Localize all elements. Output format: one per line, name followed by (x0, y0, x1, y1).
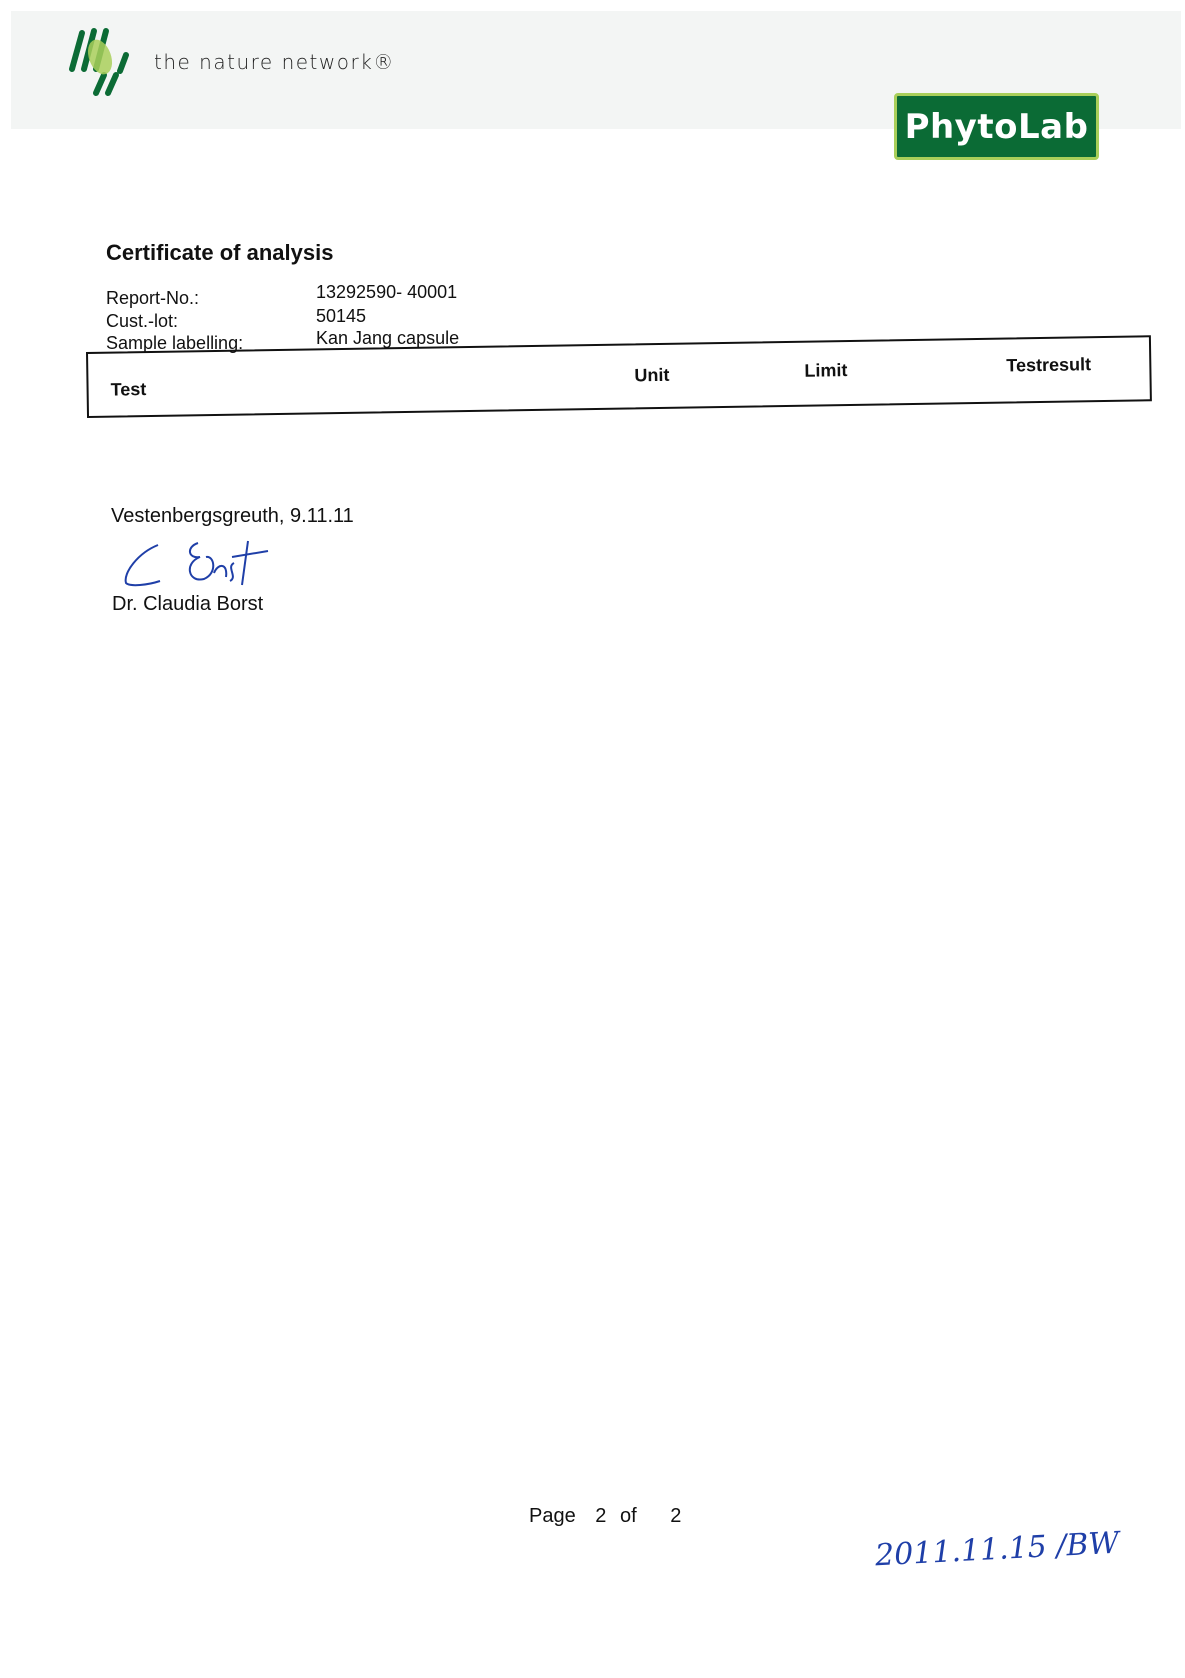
page-number (529, 1505, 681, 1528)
phytolab-logo: PhytoLab (894, 93, 1099, 160)
page-label: Page (529, 1505, 576, 1527)
header-test: Test (110, 379, 147, 400)
report-no-value: 13292590- 40001 (316, 282, 458, 302)
nature-network-logo-icon (68, 25, 144, 99)
page-current: 2 (595, 1505, 607, 1527)
signatory-name: Dr. Claudia Borst (112, 593, 264, 615)
page-of: of (619, 1505, 637, 1527)
sample-labelling-value: Kan Jang capsule (316, 328, 460, 348)
tagline: the nature network® (154, 50, 395, 74)
cust-lot-label: Cust.-lot: (106, 311, 179, 331)
header-testresult: Testresult (1006, 354, 1092, 376)
document-title: Certificate of analysis (106, 240, 334, 265)
cust-lot-value: 50145 (316, 306, 367, 326)
handwritten-date-note: 2011.11.15 /BW (874, 1525, 1121, 1574)
signature-icon (118, 533, 288, 593)
sample-labelling-label: Sample labelling: (106, 333, 244, 353)
page-total: 2 (670, 1505, 682, 1527)
header-unit: Unit (634, 364, 670, 386)
header-limit: Limit (804, 360, 848, 381)
report-no-label: Report-No.: (106, 288, 200, 308)
place-date: Vestenbergsgreuth, 9.11.11 (111, 505, 354, 527)
results-table-header (86, 335, 1152, 418)
